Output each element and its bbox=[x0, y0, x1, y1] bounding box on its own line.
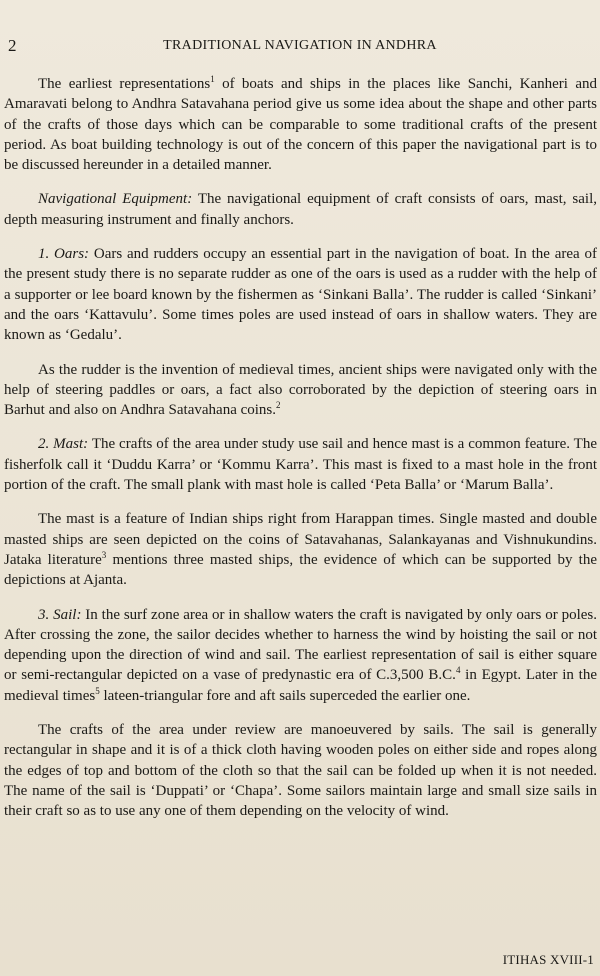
paragraph-text: of boats and ships in the places like Sanchi, Kanheri and Amaravati belong to Andhra Satavahana period give us some idea about the shape and other parts of the crafts of those days which can be comparable to some traditional crafts of the present period. As boat building technology is out of the concern of this paper the navigational part is to be discussed hereunder in a detailed manner. bbox=[4, 76, 597, 174]
footnote-marker: 4 bbox=[455, 665, 461, 676]
footnote-marker: 3 bbox=[101, 549, 107, 560]
section-heading: 1. Oars: bbox=[38, 246, 90, 263]
footnote-marker: 2 bbox=[276, 400, 281, 411]
paragraph-text: In the surf zone area or in shallow waters the craft is navigated by only oars or poles. After crossing the zone, the sailor decides whether to harness the wind by hoisting the sail or not depending upon the direction of wind and sail. The earliest representation of sail is either square or semi-rectangular depicted on a vase of predynastic era of C.3,500 B.C. bbox=[4, 606, 597, 684]
paragraph-text: The crafts of the area under review are manoeuvered by sails. The sail is generally rectangular in shape and it is of a thick cloth having wooden poles on either side and ropes along the edges of top and bottom of the cloth so that the sail can be folded up when it is not needed. The name of the sail is ‘Duppati’ or ‘Chapa’. Some sailors maintain large and small size sails in their craft so as to use any one of them depending on the velocity of wind. bbox=[4, 722, 597, 820]
paragraph bbox=[4, 74, 597, 175]
paragraph bbox=[4, 509, 597, 590]
paragraph bbox=[4, 605, 597, 706]
section-heading: Navigational Equipment: bbox=[38, 191, 193, 208]
paragraph-text: The mast is a feature of Indian ships right from Harappan times. Single masted and double masted ships are seen depicted on the coins of Satavahanas, Salankayanas and Vishnukundins. Jataka literature bbox=[4, 511, 597, 568]
running-head: TRADITIONAL NAVIGATION IN ANDHRA bbox=[163, 38, 437, 53]
paragraph bbox=[4, 434, 597, 495]
paragraph-text: The earliest representations bbox=[38, 76, 211, 92]
section-heading: 2. Mast: bbox=[38, 436, 89, 453]
paragraph-text: mentions three masted ships, the evidence of which can be supported by the depictions at Ajanta. bbox=[4, 551, 597, 589]
page-header bbox=[8, 36, 592, 56]
section-heading: 3. Sail: bbox=[38, 606, 82, 623]
paragraph-text: lateen-triangular fore and aft sails superceded the earlier one. bbox=[99, 687, 471, 704]
paragraph-text: Oars and rudders occupy an essential part in the navigation of boat. In the area of the present study there is no separate rudder as one of the oars is used as a rudder with the help of a supporter or lee board known by the fishermen as ‘Sinkani Balla’. The rudder is called ‘Sinkani’ and the oars ‘Kattavulu’. Some times poles are used instead of oars in shallow waters. They are known as ‘Gedalu’. bbox=[4, 246, 597, 344]
paragraph bbox=[4, 244, 597, 345]
paragraph-text: The navigational equipment of craft consists of oars, mast, sail, depth measuring instrument and finally anchors. bbox=[4, 191, 597, 228]
paragraph bbox=[4, 360, 597, 421]
paragraph bbox=[4, 189, 597, 230]
page-number: 2 bbox=[8, 36, 17, 55]
paragraph-text: The crafts of the area under study use sail and hence mast is a common feature. The fisherfolk call it ‘Duddu Karra’ or ‘Kommu Karra’. This mast is fixed to a mast hole in the front portion of the craft. The small plank with mast hole is called ‘Peta Balla’ or ‘Marum Balla’. bbox=[4, 436, 597, 494]
paragraph-text: As the rudder is the invention of medieval times, ancient ships were navigated only with the help of steering paddles or oars, a fact also corroborated by the depiction of steering oars in Barhut and also on Andhra Satavahana coins. bbox=[4, 361, 597, 419]
footnote-marker: 5 bbox=[95, 685, 100, 696]
body-text bbox=[4, 74, 597, 836]
journal-footer: ITIHAS XVIII-1 bbox=[502, 952, 594, 967]
footnote-marker: 1 bbox=[210, 74, 215, 84]
paragraph bbox=[4, 720, 597, 821]
paragraph-text: in Egypt. Later in the medieval times bbox=[4, 667, 597, 704]
